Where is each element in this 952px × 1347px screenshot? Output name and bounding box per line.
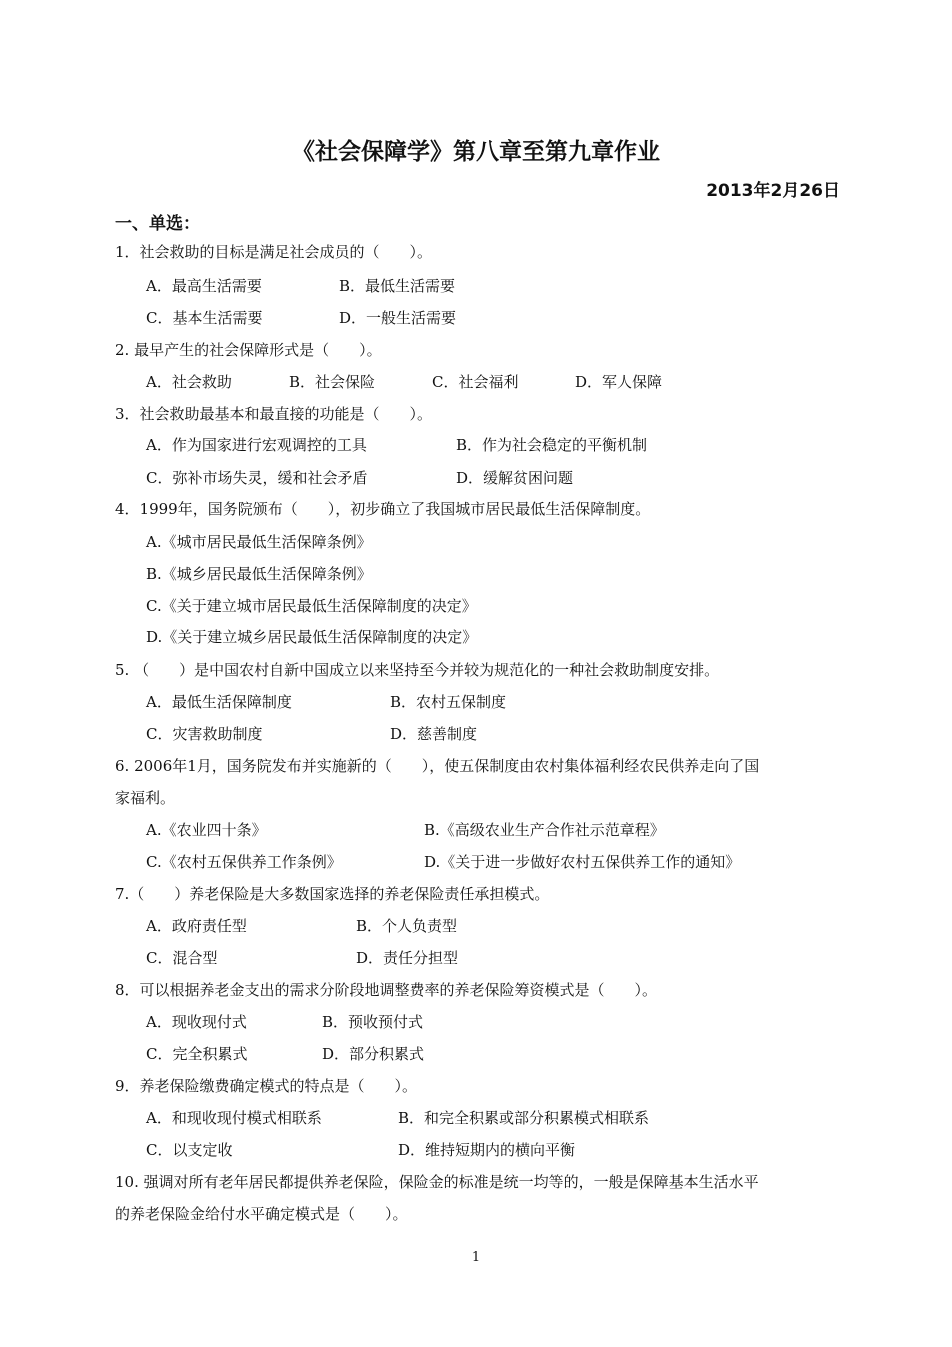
question-stem-4: 4．1999年，国务院颁布（ ），初步确立了我国城市居民最低生活保障制度。: [115, 500, 651, 518]
option-1d: D．一般生活需要: [339, 309, 457, 327]
option-9b: B．和完全积累或部分积累模式相联系: [398, 1109, 650, 1127]
question-stem-5: 5. （ ）是中国农村自新中国成立以来坚持至今并较为规范化的一种社会救助制度安排。: [115, 661, 720, 679]
option-2b: B．社会保险: [289, 373, 376, 391]
date-line: 2013年2月26日: [706, 181, 840, 201]
option-3b: B．作为社会稳定的平衡机制: [456, 436, 648, 454]
option-5b: B．农村五保制度: [390, 693, 507, 711]
option-2c: C．社会福利: [432, 373, 519, 391]
option-4d: D.《关于建立城乡居民最低生活保障制度的决定》: [146, 628, 478, 646]
option-1b: B．最低生活需要: [339, 277, 456, 295]
option-2d: D．军人保障: [575, 373, 663, 391]
question-stem-1: 1．社会救助的目标是满足社会成员的（ ）。: [115, 243, 433, 261]
question-stem-8: 8．可以根据养老金支出的需求分阶段地调整费率的养老保险筹资模式是（ ）。: [115, 981, 658, 999]
option-5d: D．慈善制度: [390, 725, 478, 743]
option-9c: C．以支定收: [146, 1141, 233, 1159]
page-title: 《社会保障学》第八章至第九章作业: [292, 139, 660, 165]
option-4a: A.《城市居民最低生活保障条例》: [146, 533, 372, 551]
option-6b: B.《高级农业生产合作社示范章程》: [424, 821, 665, 839]
question-stem-7: 7.（ ）养老保险是大多数国家选择的养老保险责任承担模式。: [115, 885, 550, 903]
option-2a: A．社会救助: [146, 373, 232, 391]
option-6c: C.《农村五保供养工作条例》: [146, 853, 342, 871]
question-stem-10-cont: 的养老保险金给付水平确定模式是（ ）。: [115, 1205, 408, 1223]
question-stem-6: 6. 2006年1月，国务院发布并实施新的（ ），使五保制度由农村集体福利经农民供养走向了国: [115, 757, 760, 775]
option-9a: A．和现收现付模式相联系: [146, 1109, 322, 1127]
question-stem-6-cont: 家福利。: [115, 789, 176, 807]
option-3a: A．作为国家进行宏观调控的工具: [146, 436, 367, 454]
question-stem-2: 2. 最早产生的社会保障形式是（ ）。: [115, 341, 382, 359]
option-9d: D．维持短期内的横向平衡: [398, 1141, 576, 1159]
question-stem-10: 10. 强调对所有老年居民都提供养老保险，保险金的标准是统一均等的，一般是保障基本生活水平: [115, 1173, 759, 1191]
option-6d: D.《关于进一步做好农村五保供养工作的通知》: [424, 853, 741, 871]
option-4c: C.《关于建立城市居民最低生活保障制度的决定》: [146, 597, 477, 615]
option-7d: D．责任分担型: [356, 949, 459, 967]
option-7a: A．政府责任型: [146, 917, 247, 935]
option-1a: A．最高生活需要: [146, 277, 262, 295]
option-8a: A．现收现付式: [146, 1013, 247, 1031]
option-8d: D．部分积累式: [322, 1045, 425, 1063]
option-4b: B.《城乡居民最低生活保障条例》: [146, 565, 372, 583]
option-6a: A.《农业四十条》: [146, 821, 267, 839]
option-3c: C．弥补市场失灵，缓和社会矛盾: [146, 469, 368, 487]
option-3d: D．缓解贫困问题: [456, 469, 574, 487]
question-stem-9: 9．养老保险缴费确定模式的特点是（ ）。: [115, 1077, 418, 1095]
option-7c: C．混合型: [146, 949, 218, 967]
option-7b: B．个人负责型: [356, 917, 458, 935]
option-1c: C．基本生活需要: [146, 309, 263, 327]
section-heading: 一、单选：: [115, 214, 200, 234]
question-stem-3: 3．社会救助最基本和最直接的功能是（ ）。: [115, 405, 433, 423]
option-8b: B．预收预付式: [322, 1013, 424, 1031]
option-5c: C．灾害救助制度: [146, 725, 263, 743]
page-number: 1: [471, 1250, 481, 1265]
option-8c: C．完全积累式: [146, 1045, 248, 1063]
option-5a: A．最低生活保障制度: [146, 693, 292, 711]
